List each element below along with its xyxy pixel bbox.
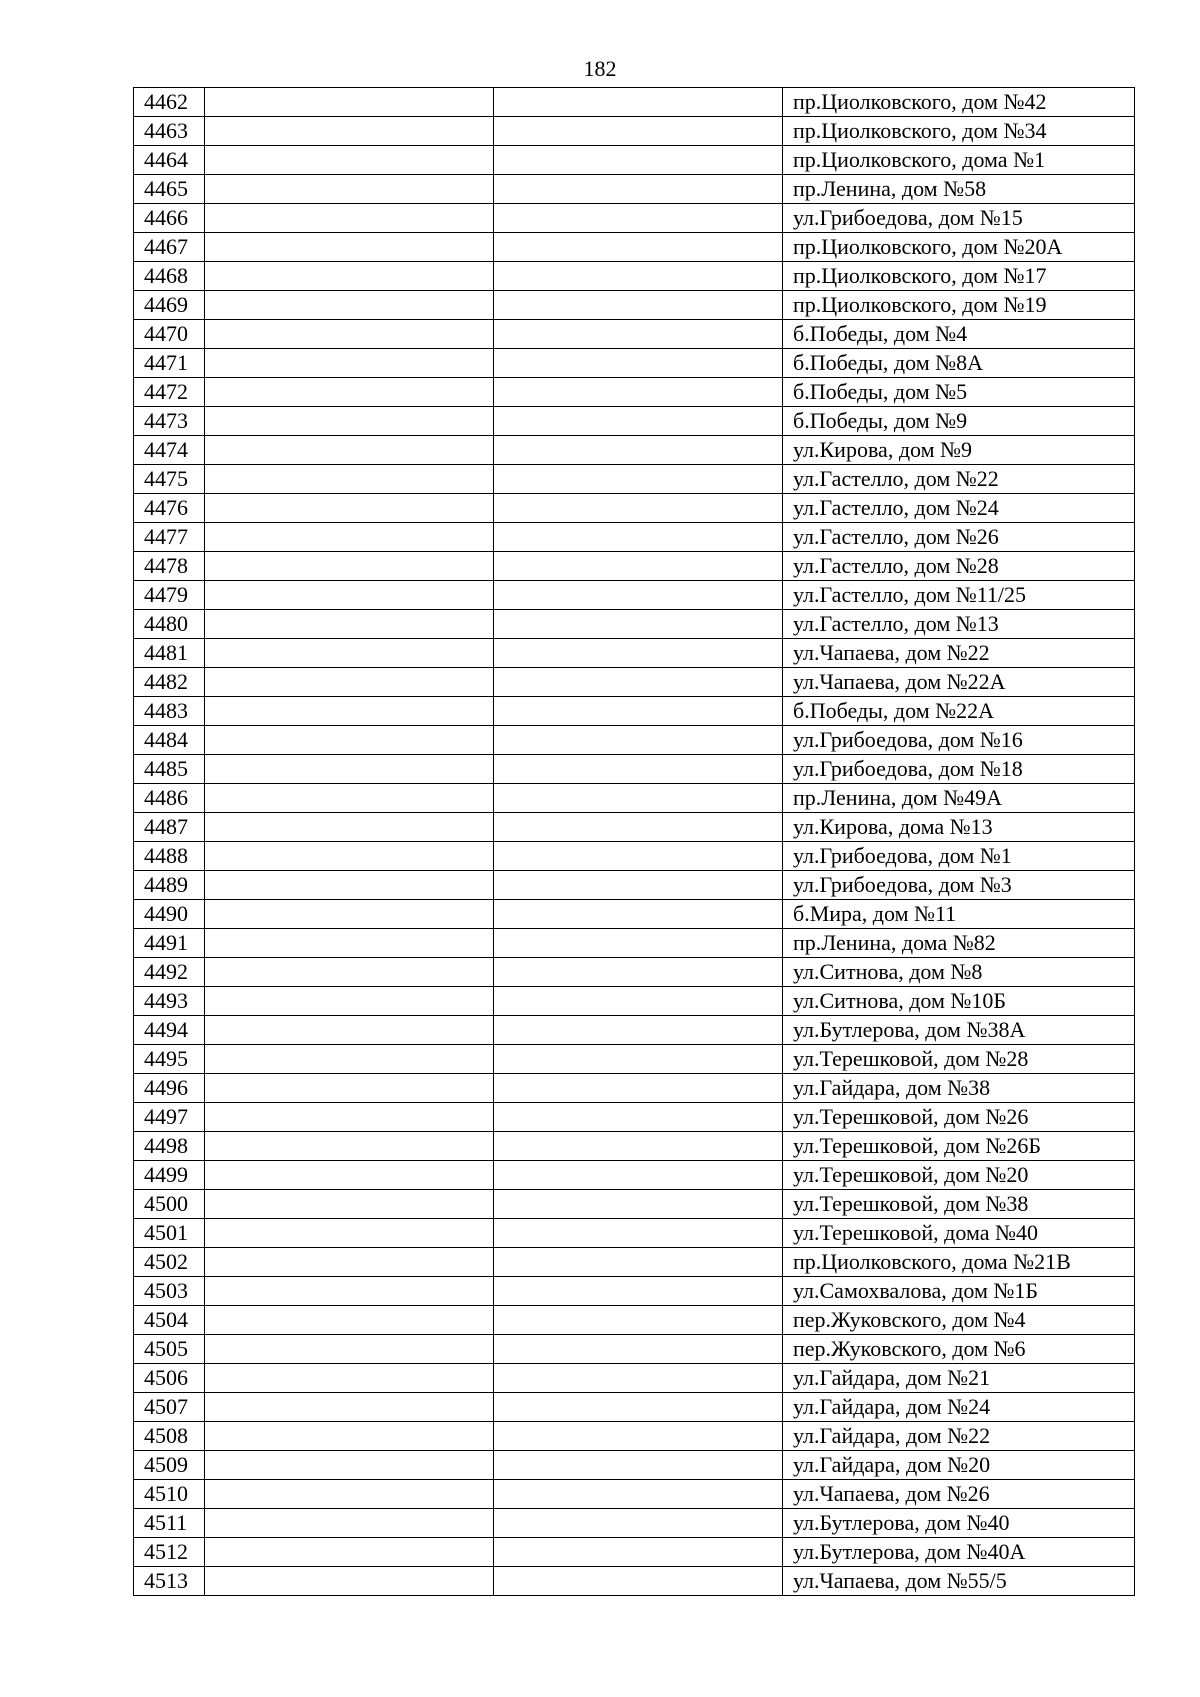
table-row	[134, 552, 1135, 581]
address-cell: ул.Терешковой, дома №40	[783, 1219, 1135, 1248]
table-row	[134, 1074, 1135, 1103]
empty-cell	[205, 1190, 494, 1219]
address-cell: ул.Бутлерова, дом №40	[783, 1509, 1135, 1538]
address-cell: ул.Гайдара, дом №22	[783, 1422, 1135, 1451]
empty-cell	[494, 1335, 783, 1364]
empty-cell	[205, 175, 494, 204]
empty-cell	[205, 1538, 494, 1567]
table-row	[134, 378, 1135, 407]
empty-cell	[494, 262, 783, 291]
table-row	[134, 320, 1135, 349]
empty-cell	[205, 1451, 494, 1480]
empty-cell	[494, 755, 783, 784]
row-number-cell: 4469	[134, 291, 205, 320]
address-cell: пр.Циолковского, дом №20А	[783, 233, 1135, 262]
empty-cell	[205, 1567, 494, 1596]
empty-cell	[494, 1103, 783, 1132]
empty-cell	[494, 291, 783, 320]
row-number-cell: 4509	[134, 1451, 205, 1480]
row-number-cell: 4490	[134, 900, 205, 929]
address-cell: ул.Гастелло, дом №28	[783, 552, 1135, 581]
table-row	[134, 900, 1135, 929]
empty-cell	[205, 1393, 494, 1422]
empty-cell	[494, 726, 783, 755]
row-number-cell: 4494	[134, 1016, 205, 1045]
empty-cell	[205, 523, 494, 552]
address-cell: ул.Гайдара, дом №24	[783, 1393, 1135, 1422]
empty-cell	[205, 871, 494, 900]
address-cell: ул.Терешковой, дом №28	[783, 1045, 1135, 1074]
address-cell: ул.Ситнова, дом №8	[783, 958, 1135, 987]
empty-cell	[205, 1248, 494, 1277]
table-row	[134, 726, 1135, 755]
empty-cell	[205, 697, 494, 726]
table-row	[134, 117, 1135, 146]
address-cell: ул.Гайдара, дом №21	[783, 1364, 1135, 1393]
row-number-cell: 4486	[134, 784, 205, 813]
empty-cell	[494, 1248, 783, 1277]
empty-cell	[205, 639, 494, 668]
empty-cell	[494, 88, 783, 117]
row-number-cell: 4500	[134, 1190, 205, 1219]
row-number-cell: 4485	[134, 755, 205, 784]
address-cell: пр.Циолковского, дома №21В	[783, 1248, 1135, 1277]
empty-cell	[205, 204, 494, 233]
table-row	[134, 755, 1135, 784]
empty-cell	[494, 233, 783, 262]
empty-cell	[494, 1016, 783, 1045]
row-number-cell: 4495	[134, 1045, 205, 1074]
address-cell: ул.Гайдара, дом №20	[783, 1451, 1135, 1480]
empty-cell	[494, 581, 783, 610]
empty-cell	[494, 117, 783, 146]
empty-cell	[205, 378, 494, 407]
table-row	[134, 1451, 1135, 1480]
row-number-cell: 4497	[134, 1103, 205, 1132]
address-cell: ул.Гастелло, дом №13	[783, 610, 1135, 639]
table-row	[134, 1538, 1135, 1567]
row-number-cell: 4471	[134, 349, 205, 378]
address-cell: ул.Гайдара, дом №38	[783, 1074, 1135, 1103]
row-number-cell: 4472	[134, 378, 205, 407]
table-row	[134, 697, 1135, 726]
table-row	[134, 1045, 1135, 1074]
row-number-cell: 4476	[134, 494, 205, 523]
address-cell: ул.Бутлерова, дом №40А	[783, 1538, 1135, 1567]
empty-cell	[494, 958, 783, 987]
empty-cell	[205, 900, 494, 929]
empty-cell	[494, 552, 783, 581]
row-number-cell: 4480	[134, 610, 205, 639]
table-row	[134, 1103, 1135, 1132]
empty-cell	[205, 262, 494, 291]
empty-cell	[494, 436, 783, 465]
table-row	[134, 1277, 1135, 1306]
empty-cell	[494, 1045, 783, 1074]
address-cell: б.Победы, дом №5	[783, 378, 1135, 407]
empty-cell	[494, 668, 783, 697]
row-number-cell: 4513	[134, 1567, 205, 1596]
address-cell: ул.Гастелло, дом №11/25	[783, 581, 1135, 610]
address-cell: ул.Чапаева, дом №55/5	[783, 1567, 1135, 1596]
address-cell: ул.Гастелло, дом №24	[783, 494, 1135, 523]
row-number-cell: 4475	[134, 465, 205, 494]
table-row	[134, 262, 1135, 291]
table-row	[134, 1567, 1135, 1596]
row-number-cell: 4483	[134, 697, 205, 726]
row-number-cell: 4496	[134, 1074, 205, 1103]
table-row	[134, 784, 1135, 813]
row-number-cell: 4512	[134, 1538, 205, 1567]
row-number-cell: 4482	[134, 668, 205, 697]
row-number-cell: 4505	[134, 1335, 205, 1364]
table-row	[134, 407, 1135, 436]
empty-cell	[494, 407, 783, 436]
row-number-cell: 4493	[134, 987, 205, 1016]
empty-cell	[494, 929, 783, 958]
empty-cell	[494, 697, 783, 726]
empty-cell	[494, 1393, 783, 1422]
row-number-cell: 4465	[134, 175, 205, 204]
table-row	[134, 842, 1135, 871]
empty-cell	[205, 610, 494, 639]
empty-cell	[205, 929, 494, 958]
empty-cell	[205, 1364, 494, 1393]
empty-cell	[494, 639, 783, 668]
row-number-cell: 4492	[134, 958, 205, 987]
empty-cell	[494, 842, 783, 871]
empty-cell	[494, 204, 783, 233]
address-cell: пр.Циолковского, дома №1	[783, 146, 1135, 175]
table-row	[134, 175, 1135, 204]
empty-cell	[494, 610, 783, 639]
table-row	[134, 436, 1135, 465]
address-cell: ул.Терешковой, дом №26	[783, 1103, 1135, 1132]
row-number-cell: 4470	[134, 320, 205, 349]
row-number-cell: 4487	[134, 813, 205, 842]
row-number-cell: 4491	[134, 929, 205, 958]
address-cell: б.Победы, дом №8А	[783, 349, 1135, 378]
empty-cell	[494, 1538, 783, 1567]
table-row	[134, 291, 1135, 320]
empty-cell	[205, 1422, 494, 1451]
row-number-cell: 4506	[134, 1364, 205, 1393]
table-row	[134, 1161, 1135, 1190]
row-number-cell: 4489	[134, 871, 205, 900]
table-row	[134, 813, 1135, 842]
table-row	[134, 1190, 1135, 1219]
empty-cell	[205, 784, 494, 813]
table-row	[134, 204, 1135, 233]
table-row	[134, 1248, 1135, 1277]
row-number-cell: 4466	[134, 204, 205, 233]
empty-cell	[205, 291, 494, 320]
empty-cell	[494, 987, 783, 1016]
empty-cell	[205, 88, 494, 117]
table-row	[134, 1016, 1135, 1045]
address-cell: ул.Терешковой, дом №26Б	[783, 1132, 1135, 1161]
table-row	[134, 1219, 1135, 1248]
empty-cell	[205, 842, 494, 871]
empty-cell	[494, 523, 783, 552]
table-row	[134, 581, 1135, 610]
empty-cell	[494, 1364, 783, 1393]
table-row	[134, 1335, 1135, 1364]
empty-cell	[494, 1422, 783, 1451]
empty-cell	[205, 1045, 494, 1074]
address-cell: пр.Циолковского, дом №17	[783, 262, 1135, 291]
row-number-cell: 4501	[134, 1219, 205, 1248]
empty-cell	[205, 1103, 494, 1132]
row-number-cell: 4462	[134, 88, 205, 117]
address-cell: ул.Грибоедова, дом №18	[783, 755, 1135, 784]
address-cell: пр.Ленина, дом №58	[783, 175, 1135, 204]
empty-cell	[494, 1306, 783, 1335]
address-table	[133, 87, 1135, 1596]
empty-cell	[205, 813, 494, 842]
empty-cell	[494, 1161, 783, 1190]
address-cell: ул.Чапаева, дом №22	[783, 639, 1135, 668]
table-row	[134, 146, 1135, 175]
row-number-cell: 4484	[134, 726, 205, 755]
table-row	[134, 1364, 1135, 1393]
address-cell: ул.Терешковой, дом №20	[783, 1161, 1135, 1190]
empty-cell	[494, 1451, 783, 1480]
address-cell: ул.Терешковой, дом №38	[783, 1190, 1135, 1219]
empty-cell	[205, 755, 494, 784]
address-cell: пр.Ленина, дом №49А	[783, 784, 1135, 813]
table-row	[134, 987, 1135, 1016]
empty-cell	[205, 1074, 494, 1103]
table-row	[134, 668, 1135, 697]
empty-cell	[205, 1161, 494, 1190]
empty-cell	[205, 1306, 494, 1335]
empty-cell	[494, 900, 783, 929]
table-row	[134, 1306, 1135, 1335]
empty-cell	[205, 1335, 494, 1364]
table-row	[134, 929, 1135, 958]
empty-cell	[205, 407, 494, 436]
row-number-cell: 4488	[134, 842, 205, 871]
empty-cell	[205, 1509, 494, 1538]
empty-cell	[205, 465, 494, 494]
row-number-cell: 4510	[134, 1480, 205, 1509]
table-row	[134, 1509, 1135, 1538]
table-row	[134, 1422, 1135, 1451]
table-row	[134, 233, 1135, 262]
empty-cell	[494, 175, 783, 204]
empty-cell	[205, 1277, 494, 1306]
row-number-cell: 4464	[134, 146, 205, 175]
address-table-body	[134, 88, 1135, 1596]
row-number-cell: 4477	[134, 523, 205, 552]
row-number-cell: 4463	[134, 117, 205, 146]
empty-cell	[205, 349, 494, 378]
address-cell: б.Победы, дом №22А	[783, 697, 1135, 726]
empty-cell	[494, 1480, 783, 1509]
address-cell: б.Победы, дом №4	[783, 320, 1135, 349]
table-row	[134, 958, 1135, 987]
empty-cell	[205, 233, 494, 262]
address-cell: ул.Кирова, дом №9	[783, 436, 1135, 465]
table-row	[134, 1480, 1135, 1509]
address-cell: ул.Ситнова, дом №10Б	[783, 987, 1135, 1016]
empty-cell	[494, 784, 783, 813]
address-cell: ул.Гастелло, дом №22	[783, 465, 1135, 494]
table-row	[134, 349, 1135, 378]
address-cell: б.Победы, дом №9	[783, 407, 1135, 436]
empty-cell	[494, 813, 783, 842]
address-cell: ул.Гастелло, дом №26	[783, 523, 1135, 552]
address-cell: пер.Жуковского, дом №6	[783, 1335, 1135, 1364]
row-number-cell: 4481	[134, 639, 205, 668]
address-cell: ул.Грибоедова, дом №15	[783, 204, 1135, 233]
table-row	[134, 523, 1135, 552]
row-number-cell: 4502	[134, 1248, 205, 1277]
empty-cell	[494, 1074, 783, 1103]
address-cell: ул.Грибоедова, дом №3	[783, 871, 1135, 900]
table-row	[134, 610, 1135, 639]
row-number-cell: 4474	[134, 436, 205, 465]
row-number-cell: 4511	[134, 1509, 205, 1538]
page-number: 182	[583, 56, 617, 81]
row-number-cell: 4479	[134, 581, 205, 610]
address-cell: б.Мира, дом №11	[783, 900, 1135, 929]
address-cell: ул.Самохвалова, дом №1Б	[783, 1277, 1135, 1306]
empty-cell	[494, 1567, 783, 1596]
empty-cell	[205, 436, 494, 465]
row-number-cell: 4468	[134, 262, 205, 291]
row-number-cell: 4467	[134, 233, 205, 262]
empty-cell	[494, 378, 783, 407]
row-number-cell: 4507	[134, 1393, 205, 1422]
address-cell: ул.Кирова, дома №13	[783, 813, 1135, 842]
table-row	[134, 465, 1135, 494]
table-row	[134, 494, 1135, 523]
row-number-cell: 4504	[134, 1306, 205, 1335]
empty-cell	[494, 1190, 783, 1219]
empty-cell	[205, 552, 494, 581]
table-row	[134, 1393, 1135, 1422]
empty-cell	[494, 494, 783, 523]
address-cell: ул.Чапаева, дом №26	[783, 1480, 1135, 1509]
empty-cell	[205, 1480, 494, 1509]
empty-cell	[205, 958, 494, 987]
row-number-cell: 4478	[134, 552, 205, 581]
empty-cell	[205, 1132, 494, 1161]
address-cell: пр.Циолковского, дом №34	[783, 117, 1135, 146]
address-cell: ул.Бутлерова, дом №38А	[783, 1016, 1135, 1045]
row-number-cell: 4499	[134, 1161, 205, 1190]
row-number-cell: 4508	[134, 1422, 205, 1451]
empty-cell	[205, 987, 494, 1016]
address-cell: пр.Циолковского, дом №42	[783, 88, 1135, 117]
address-cell: ул.Чапаева, дом №22А	[783, 668, 1135, 697]
empty-cell	[205, 320, 494, 349]
empty-cell	[494, 871, 783, 900]
address-cell: пр.Ленина, дома №82	[783, 929, 1135, 958]
table-row	[134, 871, 1135, 900]
empty-cell	[205, 1219, 494, 1248]
table-row	[134, 88, 1135, 117]
empty-cell	[494, 146, 783, 175]
table-row	[134, 639, 1135, 668]
row-number-cell: 4473	[134, 407, 205, 436]
empty-cell	[205, 146, 494, 175]
empty-cell	[205, 726, 494, 755]
table-row	[134, 1132, 1135, 1161]
row-number-cell: 4503	[134, 1277, 205, 1306]
empty-cell	[494, 1219, 783, 1248]
empty-cell	[205, 117, 494, 146]
address-cell: ул.Грибоедова, дом №1	[783, 842, 1135, 871]
empty-cell	[494, 349, 783, 378]
empty-cell	[205, 581, 494, 610]
empty-cell	[494, 1277, 783, 1306]
empty-cell	[494, 1132, 783, 1161]
empty-cell	[494, 320, 783, 349]
address-cell: пр.Циолковского, дом №19	[783, 291, 1135, 320]
row-number-cell: 4498	[134, 1132, 205, 1161]
empty-cell	[494, 465, 783, 494]
address-cell: пер.Жуковского, дом №4	[783, 1306, 1135, 1335]
empty-cell	[494, 1509, 783, 1538]
empty-cell	[205, 668, 494, 697]
empty-cell	[205, 1016, 494, 1045]
address-cell: ул.Грибоедова, дом №16	[783, 726, 1135, 755]
empty-cell	[205, 494, 494, 523]
